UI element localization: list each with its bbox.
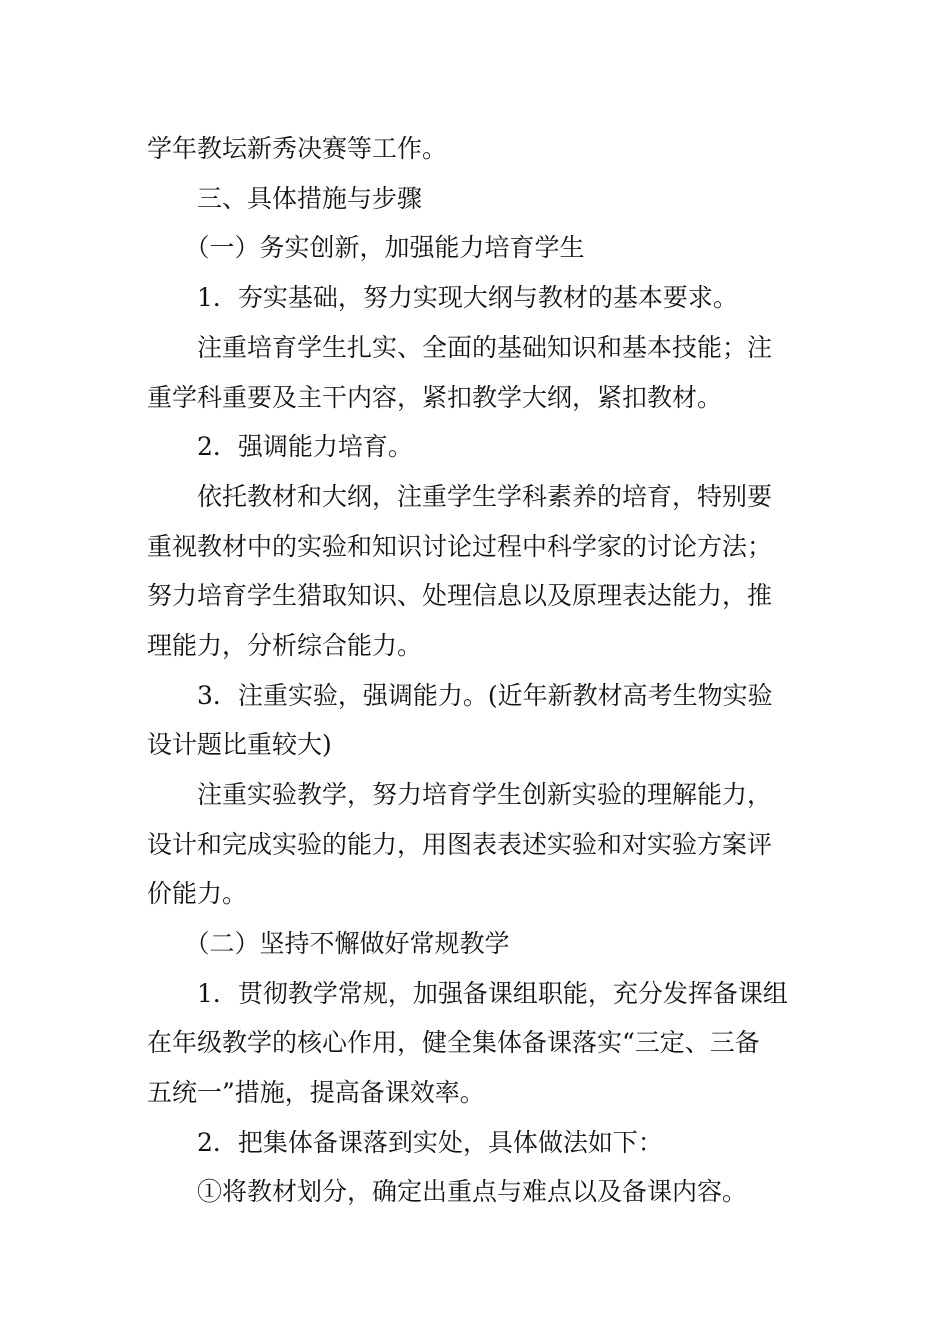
paragraph-line: 五统一”措施，提高备课效率。 xyxy=(147,1078,485,1107)
text-line: 学年教坛新秀决赛等工作。 xyxy=(147,134,448,163)
paragraph-line: 重学科重要及主干内容，紧扣教学大纲，紧扣教材。 xyxy=(147,383,723,412)
paragraph-line: 重视教材中的实验和知识讨论过程中科学家的讨论方法； xyxy=(147,532,773,561)
list-item: 1．贯彻教学常规，加强备课组职能，充分发挥备课组 xyxy=(147,979,788,1008)
list-item: 1．夯实基础，努力实现大纲与教材的基本要求。 xyxy=(147,283,738,312)
paragraph-line: 注重实验教学，努力培育学生创新实验的理解能力， xyxy=(147,780,773,809)
list-item: ①将教材划分，确定出重点与难点以及备课内容。 xyxy=(147,1177,748,1206)
section-heading: 三、具体措施与步骤 xyxy=(147,184,423,213)
paragraph-line: 在年级教学的核心作用，健全集体备课落实“三定、三备 xyxy=(147,1028,760,1057)
subsection-heading: （一）务实创新，加强能力培育学生 xyxy=(147,233,585,262)
paragraph-line: 设计和完成实验的能力，用图表表述实验和对实验方案评 xyxy=(147,830,773,859)
paragraph-line: 努力培育学生猎取知识、处理信息以及原理表达能力，推 xyxy=(147,581,773,610)
list-item: 3．注重实验，强调能力。(近年新教材高考生物实验 xyxy=(147,681,773,710)
list-item: 2．强调能力培育。 xyxy=(147,432,413,461)
list-item: 2．把集体备课落到实处，具体做法如下： xyxy=(147,1128,663,1157)
paragraph-line: 理能力，分析综合能力。 xyxy=(147,631,423,660)
paragraph-line: 价能力。 xyxy=(147,879,248,908)
subsection-heading: （二）坚持不懈做好常规教学 xyxy=(147,929,510,958)
paragraph-line: 设计题比重较大) xyxy=(147,730,332,759)
paragraph-line: 依托教材和大纲，注重学生学科素养的培育，特别要 xyxy=(147,482,773,511)
paragraph-line: 注重培育学生扎实、全面的基础知识和基本技能；注 xyxy=(147,333,773,362)
